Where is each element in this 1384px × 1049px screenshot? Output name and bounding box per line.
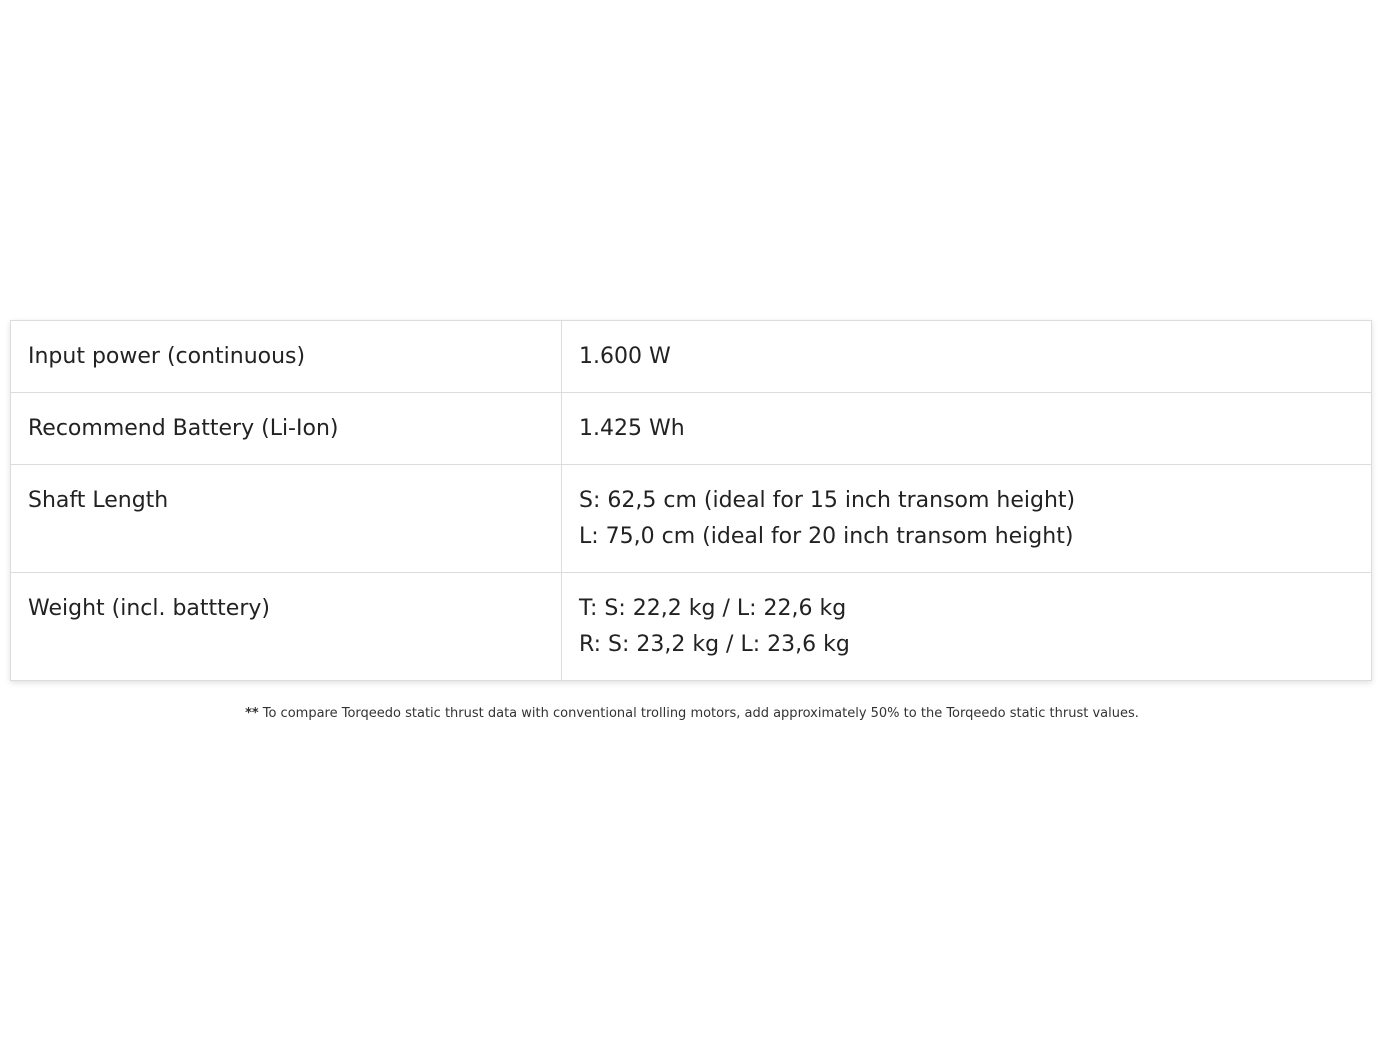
table-row [11,573,1372,681]
spec-value-line: S: 62,5 cm (ideal for 15 inch transom height) [579,488,1076,513]
spec-value-line: T: S: 22,2 kg / L: 22,6 kg [579,596,847,621]
spec-label: Recommend Battery (Li-Ion) [11,393,562,465]
spec-value [562,465,1372,573]
spec-value [562,573,1372,681]
footnote [0,704,1384,724]
table-row [11,393,1372,465]
spec-label: Input power (continuous) [11,321,562,393]
table-row [11,465,1372,573]
spec-label: Shaft Length [11,465,562,573]
spec-value-line: L: 75,0 cm (ideal for 20 inch transom height) [579,524,1074,549]
footnote-marker: ** [245,706,259,721]
spec-value-line: 1.425 Wh [579,416,685,441]
footnote-text: To compare Torqeedo static thrust data with conventional trolling motors, add approximately 50% to the Torqeedo static thrust values. [262,706,1139,721]
spec-table [10,320,1372,681]
spec-value [562,321,1372,393]
spec-label: Weight (incl. batttery) [11,573,562,681]
spec-value-line: 1.600 W [579,344,671,369]
table-row [11,321,1372,393]
spec-value [562,393,1372,465]
spec-value-line: R: S: 23,2 kg / L: 23,6 kg [579,632,850,657]
